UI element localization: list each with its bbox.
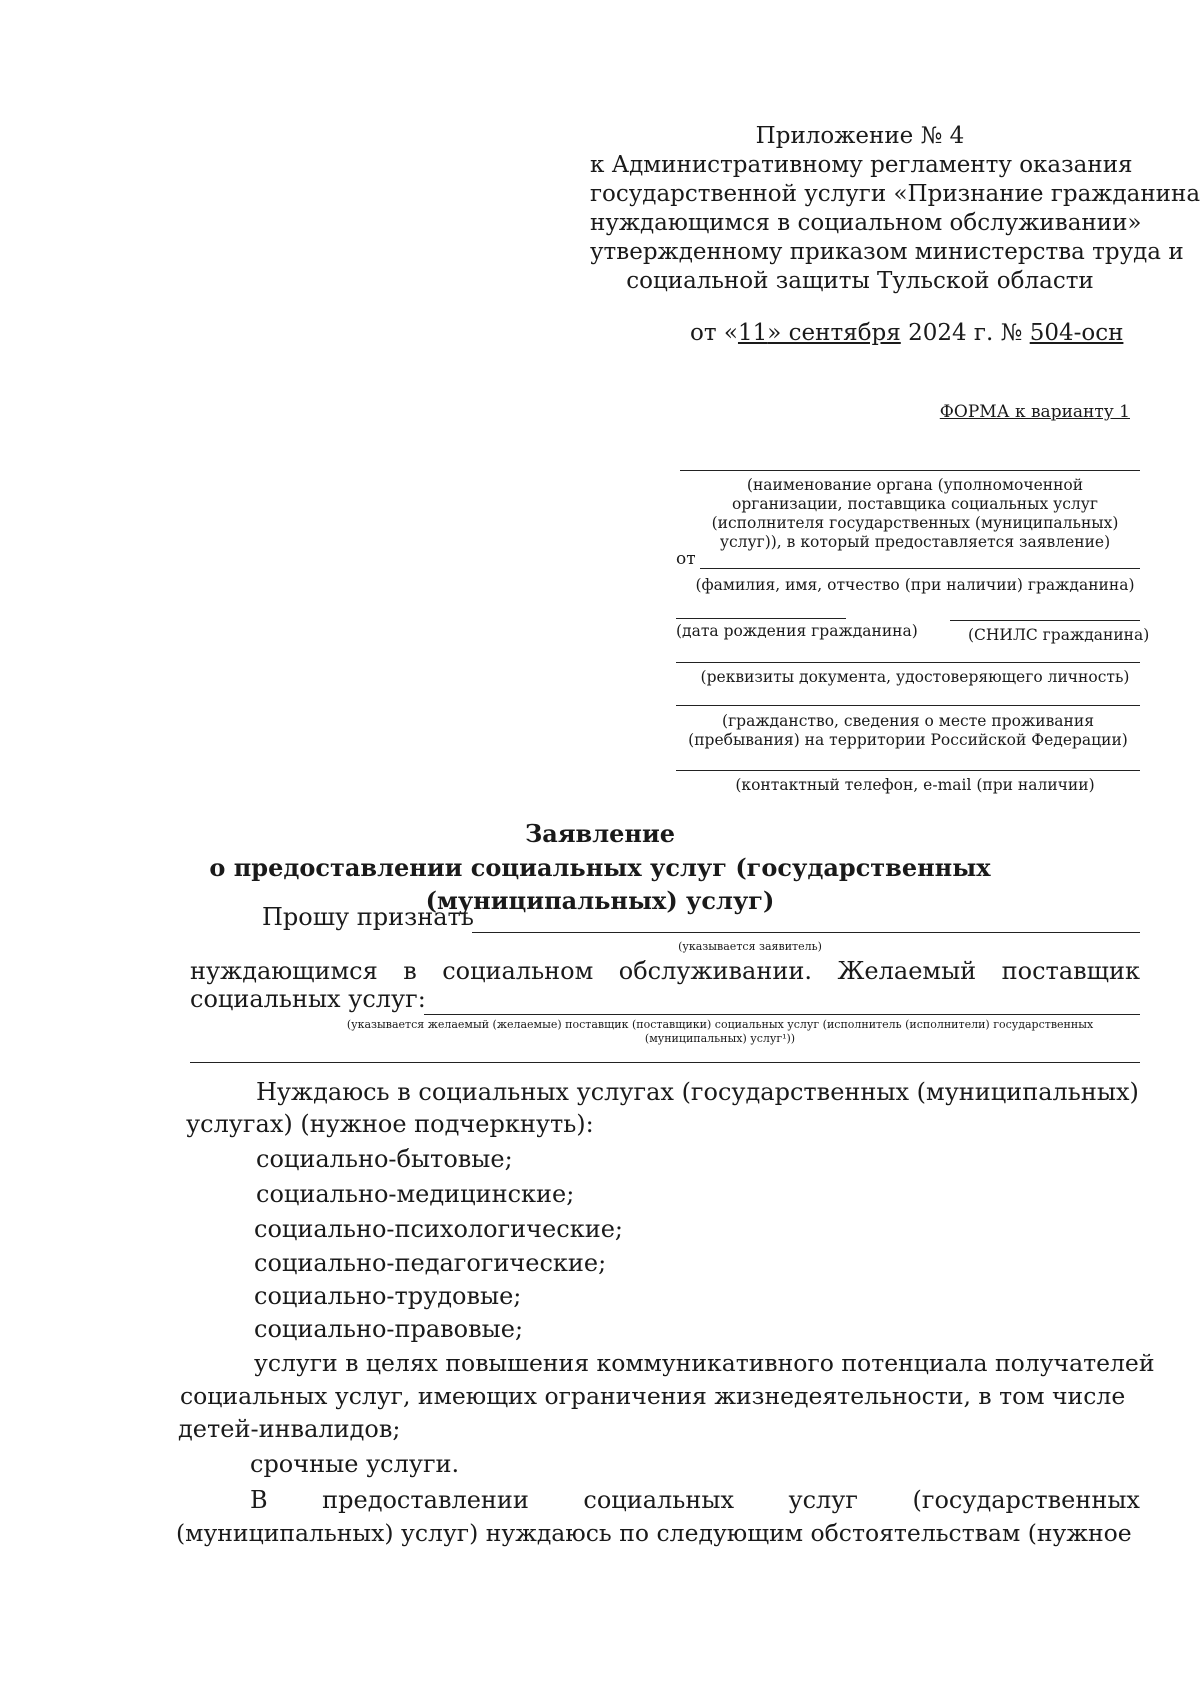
need-text: Нуждаюсь в социальных услугах (государственных (муниципальных) <box>256 1078 1139 1106</box>
service-item[interactable]: социально-трудовые; <box>254 1282 522 1310</box>
document-title-line2: о предоставлении социальных услуг (государственных <box>209 853 991 882</box>
provider-field-line-2[interactable] <box>190 1062 1140 1063</box>
provider-label: социальных услуг: <box>190 985 426 1013</box>
needy-word: социальном <box>442 957 594 985</box>
communicative-line-3: детей-инвалидов; <box>178 1415 401 1443</box>
dob-field-line[interactable] <box>676 618 846 619</box>
organ-field-line[interactable] <box>680 470 1140 471</box>
contact-caption: (контактный телефон, e-mail (при наличии) <box>735 776 1095 794</box>
request-label: Прошу признать <box>262 903 474 931</box>
service-item[interactable]: социально-бытовые; <box>256 1145 513 1173</box>
appendix-line: Приложение № 4 <box>755 123 965 149</box>
circ-word: В <box>250 1486 268 1514</box>
contact-field-line[interactable] <box>676 770 1140 771</box>
order-reference <box>690 320 1123 346</box>
appendix-line: социальной защиты Тульской области <box>626 268 1094 294</box>
service-item-urgent[interactable]: срочные услуги. <box>250 1450 460 1478</box>
document-caption: (реквизиты документа, удостоверяющего личность) <box>700 668 1130 686</box>
service-item[interactable]: социально-медицинские; <box>256 1180 575 1208</box>
circ-word: (государственных <box>912 1486 1140 1514</box>
circ-word: социальных <box>583 1486 734 1514</box>
need-line-2: услугах) (нужное подчеркнуть): <box>186 1110 594 1138</box>
dob-caption: (дата рождения гражданина) <box>676 622 918 640</box>
appendix-line: государственной услуги «Признание гражданина <box>590 181 1200 207</box>
form-variant-label: ФОРМА к варианту 1 <box>939 402 1130 422</box>
circumstances-line-2: (муниципальных) услуг) нуждаюсь по следующим обстоятельствам (нужное <box>176 1519 1132 1547</box>
fio-field-line[interactable] <box>700 568 1140 569</box>
needy-line <box>190 957 1140 985</box>
circumstances-line-1 <box>250 1486 1140 1514</box>
service-item[interactable]: социально-психологические; <box>254 1215 623 1243</box>
communicative-line-2: социальных услуг, имеющих ограничения жизнедеятельности, в том числе <box>180 1382 1126 1410</box>
fio-caption: (фамилия, имя, отчество (при наличии) гражданина) <box>695 576 1135 594</box>
appendix-header <box>590 122 1200 296</box>
service-item[interactable]: социально-педагогические; <box>254 1249 607 1277</box>
order-prefix: от « <box>690 320 738 346</box>
needy-word: обслуживании. <box>618 957 812 985</box>
snils-field-line[interactable] <box>950 620 1140 621</box>
document-title-line3: (муниципальных) услуг) <box>425 886 775 915</box>
snils-caption: (СНИЛС гражданина) <box>968 626 1150 644</box>
needy-word: нуждающимся <box>190 957 378 985</box>
needy-word: Желаемый <box>837 957 977 985</box>
circ-word: услуг <box>788 1486 858 1514</box>
circ-word: предоставлении <box>322 1486 529 1514</box>
order-number: 504-осн <box>1029 320 1124 346</box>
citizenship-field-line[interactable] <box>676 705 1140 706</box>
document-title: Заявление <box>524 819 676 848</box>
provider-hint-2: (муниципальных) услуг¹)) <box>644 1032 796 1045</box>
citizenship-caption: (гражданство, сведения о месте проживания (пребывания) на территории Российской Федерации) <box>688 712 1128 749</box>
appendix-line: к Административному регламенту оказания <box>590 152 1133 178</box>
order-day: 11 <box>737 320 768 346</box>
applicant-hint: (указывается заявитель) <box>678 940 822 953</box>
document-field-line[interactable] <box>676 662 1140 663</box>
order-month: » сентября <box>767 320 901 346</box>
service-item[interactable]: социально-правовые; <box>254 1315 524 1343</box>
needy-word: в <box>403 957 417 985</box>
order-year: 2024 г. № <box>900 320 1030 346</box>
applicant-field-line[interactable] <box>472 932 1140 933</box>
provider-hint: (указывается желаемый (желаемые) поставщик (поставщики) социальных услуг (исполнитель (исполнители) государственных <box>346 1018 1094 1031</box>
needy-word: поставщик <box>1001 957 1140 985</box>
service-item-communicative[interactable]: услуги в целях повышения коммуникативного потенциала получателей <box>254 1349 1155 1377</box>
organ-caption: (наименование органа (уполномоченной организации, поставщика социальных услуг (исполнителя государственных (муниципальных) услуг)), в который предоставляется заявление) <box>711 476 1119 551</box>
from-label: от <box>676 549 696 569</box>
appendix-line: утвержденному приказом министерства труда и <box>590 239 1184 265</box>
need-line-1 <box>256 1078 1140 1106</box>
provider-field-line[interactable] <box>424 1014 1140 1015</box>
appendix-line: нуждающимся в социальном обслуживании» <box>590 210 1142 236</box>
